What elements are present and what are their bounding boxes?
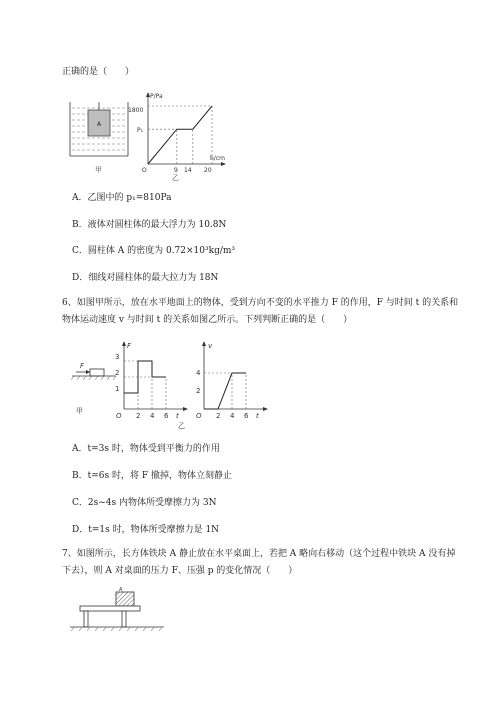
q5-stem-tail: 正确的是（ ）	[62, 67, 135, 77]
vt-series-line	[204, 373, 246, 409]
table-top	[80, 606, 140, 611]
ft-ytick-3: 3	[115, 353, 120, 361]
q5-ylabel: P/Pa	[150, 93, 163, 100]
iron-block-a	[116, 592, 134, 606]
vt-xaxis-label: t	[256, 412, 259, 420]
q5-option-a: A．乙图中的 p₁=810Pa	[72, 193, 172, 203]
q5-xtick-9: 9	[174, 167, 178, 174]
vt-origin: O	[196, 412, 202, 420]
cylinder-label: A	[97, 121, 102, 128]
q5-xtick-14: 14	[184, 167, 192, 174]
q5-ytick-p1: P₁	[137, 127, 144, 134]
ft-xtick-2: 2	[136, 412, 141, 420]
q5-figure-jia	[66, 92, 130, 176]
vt-xtick-2: 2	[216, 412, 221, 420]
q5-caption-yi: 乙	[172, 174, 179, 182]
q5-ytick-1800: 1800	[128, 107, 144, 114]
q7-figure	[68, 588, 168, 638]
q5-series-line	[148, 106, 212, 164]
q5-figure-yi	[128, 88, 228, 180]
q5-caption-jia: 甲	[95, 166, 102, 174]
q5-option-d: D．细线对圆柱体的最大拉力为 18N	[72, 273, 219, 283]
q6-option-a: A．t=3s 时，物体受到平衡力的作用	[72, 444, 220, 454]
ft-ytick-1: 1	[115, 385, 120, 393]
q6-stem: 6、如图甲所示，放在水平地面上的物体，受到方向不变的水平推力 F 的作用，F 与时间 t 的关系和物体运动速度 v 与时间 t 的关系如图乙所示。下列判断正确的是（ ）	[62, 298, 459, 325]
q5-option-c: C．圆柱体 A 的密度为 0.72×10³kg/m³	[72, 246, 235, 256]
vt-ytick-2: 2	[196, 387, 201, 395]
ft-ytick-2: 2	[115, 369, 120, 377]
q6-caption-jia: 甲	[76, 407, 83, 415]
table-leg-right	[122, 611, 126, 627]
q6-figure-ft	[110, 337, 190, 429]
table-leg-left	[84, 611, 88, 627]
ft-xtick-4: 4	[150, 412, 155, 420]
q5-xlabel: h/cm	[210, 155, 225, 162]
q6-option-b: B．t=6s 时，将 F 撤掉，物体立刻静止	[72, 471, 232, 481]
q5-option-b: B．液体对圆柱体的最大浮力为 10.8N	[72, 220, 227, 230]
vt-yaxis-label: v	[208, 342, 213, 350]
q5-xtick-20: 20	[204, 167, 212, 174]
q7-stem: 7、如图所示，长方体铁块 A 静止放在水平桌面上，若把 A 略向右移动（这个过程中铁块 A 没有掉下去），则 A 对桌面的压力 F、压强 p 的变化情况（ ）	[62, 549, 456, 576]
q6-caption-yi: 乙	[178, 422, 185, 430]
vt-xtick-4: 4	[230, 412, 235, 420]
ft-yaxis-label: F	[127, 342, 132, 350]
ft-xaxis-label: t	[176, 412, 179, 420]
q7-block-label: A	[119, 587, 123, 593]
q6-force-label: F	[80, 362, 85, 370]
q6-option-d: D．t=1s 时，物体所受摩擦力是 1N	[72, 525, 220, 535]
block	[90, 369, 104, 376]
vt-xtick-6: 6	[244, 412, 249, 420]
ft-xtick-6: 6	[164, 412, 169, 420]
q5-origin: O	[142, 167, 147, 174]
q6-figure-vt	[190, 337, 270, 429]
vt-ytick-4: 4	[196, 369, 201, 377]
q6-option-c: C．2s~4s 内物体所受摩擦力为 3N	[72, 498, 217, 508]
ft-origin: O	[116, 412, 122, 420]
